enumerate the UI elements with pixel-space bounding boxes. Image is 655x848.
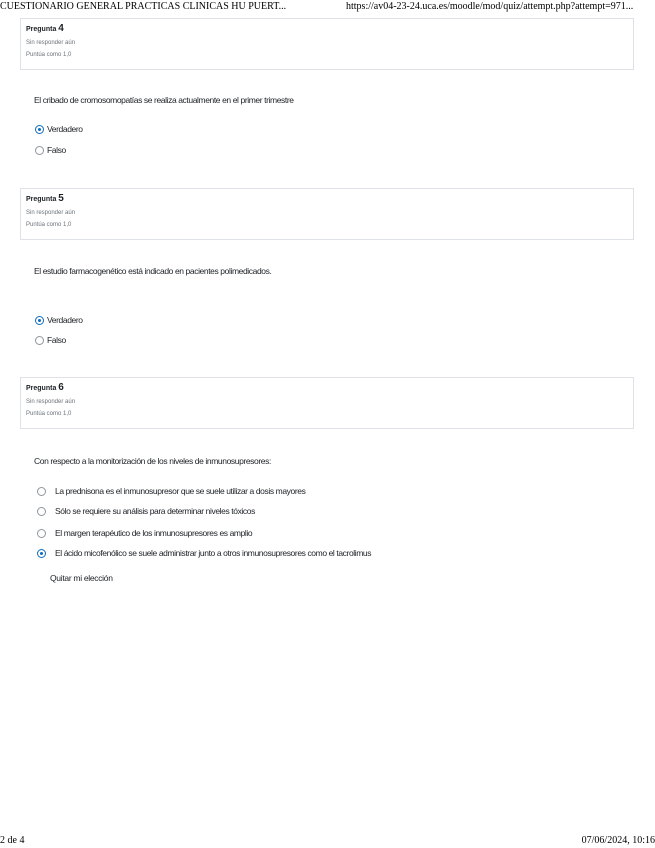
radio-icon[interactable] [37, 529, 46, 538]
question-info-box [20, 188, 634, 240]
answer-option[interactable] [37, 486, 305, 497]
clear-choice-link[interactable]: Quitar mi elección [50, 573, 113, 583]
radio-icon[interactable] [37, 507, 46, 516]
question-number [26, 193, 628, 206]
question-label: Pregunta [26, 385, 57, 392]
question-info-box [20, 18, 634, 70]
print-header [0, 0, 655, 16]
question-state: Sin responder aún [26, 399, 76, 405]
radio-selected-icon[interactable] [35, 316, 44, 325]
answer-label: Falso [47, 145, 66, 155]
page-counter: 2 de 4 [0, 835, 25, 846]
question-number-value: 6 [58, 382, 64, 393]
question-label: Pregunta [26, 26, 57, 33]
radio-selected-icon[interactable] [35, 125, 44, 134]
question-grade: Puntúa como 1,0 [26, 411, 72, 417]
print-header-title: CUESTIONARIO GENERAL PRACTICAS CLINICAS HU PUERT... [0, 1, 287, 12]
print-datetime: 07/06/2024, 10:16 [581, 835, 655, 846]
question-text: El estudio farmacogenético está indicado en pacientes polimedicados. [34, 266, 272, 276]
answer-option[interactable] [37, 506, 255, 517]
question-number-value: 5 [58, 193, 64, 204]
question-state: Sin responder aún [26, 210, 76, 216]
question-grade: Puntúa como 1,0 [26, 52, 72, 58]
radio-icon[interactable] [35, 146, 44, 155]
print-header-url: https://av04-23-24.uca.es/moodle/mod/quiz/attempt.php?attempt=971... [346, 1, 634, 12]
answer-label: El ácido micofenólico se suele administrar junto a otros inmunosupresores como el tacrolimus [55, 548, 372, 558]
print-footer [0, 835, 655, 848]
answer-option[interactable] [37, 548, 371, 559]
answer-option[interactable] [37, 528, 252, 539]
answer-label: Verdadero [47, 315, 83, 325]
answer-option[interactable] [35, 124, 83, 135]
answer-label: Verdadero [47, 124, 83, 134]
answer-label: El margen terapéutico de los inmunosupresores es amplio [55, 528, 253, 538]
radio-icon[interactable] [35, 336, 44, 345]
question-grade: Puntúa como 1,0 [26, 222, 72, 228]
radio-selected-icon[interactable] [37, 549, 46, 558]
answer-option[interactable] [35, 335, 66, 346]
question-number [26, 23, 628, 36]
answer-option[interactable] [35, 315, 83, 326]
question-text: El cribado de cromosomopatías se realiza actualmente en el primer trimestre [34, 95, 294, 105]
question-label: Pregunta [26, 196, 57, 203]
answer-label: La prednisona es el inmunosupresor que se suele utilizar a dosis mayores [55, 486, 306, 496]
answer-label: Sólo se requiere su análisis para determinar niveles tóxicos [55, 506, 255, 516]
answer-option[interactable] [35, 145, 66, 156]
question-number-value: 4 [58, 23, 64, 34]
answer-label: Falso [47, 335, 66, 345]
question-number [26, 382, 628, 395]
question-info-box [20, 377, 634, 429]
question-text: Con respecto a la monitorización de los niveles de inmunosupresores: [34, 456, 271, 466]
question-state: Sin responder aún [26, 40, 76, 46]
radio-icon[interactable] [37, 487, 46, 496]
